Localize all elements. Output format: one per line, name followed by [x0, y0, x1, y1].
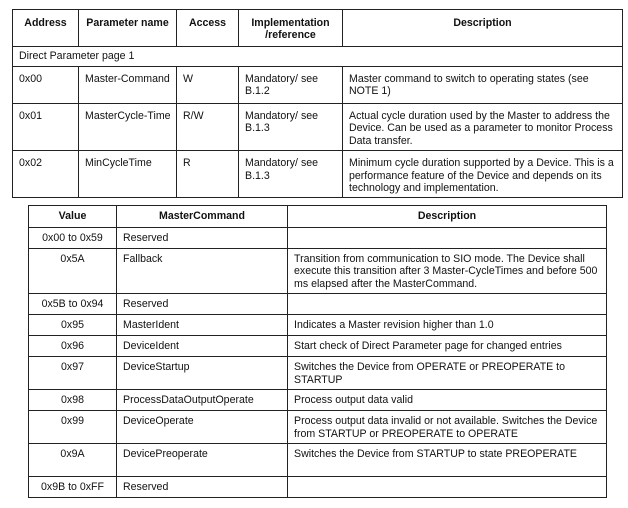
- parameter-name-cell: MasterCycle-Time: [79, 104, 177, 151]
- table-row: [29, 249, 607, 294]
- table-header-row: [29, 206, 607, 228]
- description-cell: [288, 477, 607, 498]
- parameter-name-cell: MinCycleTime: [79, 151, 177, 198]
- description-cell: [288, 228, 607, 249]
- table-row: [29, 336, 607, 357]
- table-row: [29, 444, 607, 477]
- table-row: [29, 411, 607, 444]
- value-cell: 0x96: [29, 336, 117, 357]
- parameter-name-cell: Master-Command: [79, 67, 177, 104]
- section-title: Direct Parameter page 1: [13, 47, 623, 67]
- header-master-command: MasterCommand: [117, 206, 288, 228]
- command-cell: DeviceStartup: [117, 357, 288, 390]
- table-row: [13, 104, 623, 151]
- value-cell: 0x5B to 0x94: [29, 294, 117, 315]
- command-cell: MasterIdent: [117, 315, 288, 336]
- access-cell: W: [177, 67, 239, 104]
- header-address: Address: [13, 10, 79, 47]
- address-cell: 0x01: [13, 104, 79, 151]
- access-cell: R: [177, 151, 239, 198]
- header-parameter-name: Parameter name: [79, 10, 177, 47]
- table-row: [29, 477, 607, 498]
- implementation-cell: Mandatory/ see B.1.2: [239, 67, 343, 104]
- table-header-row: [13, 10, 623, 47]
- implementation-cell: Mandatory/ see B.1.3: [239, 151, 343, 198]
- description-cell: Transition from communication to SIO mode. The Device shall execute this transition after 3 Master-CycleTimes and before 500 ms elapsed after the MasterCommand.: [288, 249, 607, 294]
- description-cell: [288, 294, 607, 315]
- description-cell: Minimum cycle duration supported by a Device. This is a performance feature of the Device and depends on its technology and implementation.: [343, 151, 623, 198]
- description-cell: Master command to switch to operating states (see NOTE 1): [343, 67, 623, 104]
- table-row: [29, 315, 607, 336]
- header-access: Access: [177, 10, 239, 47]
- value-cell: 0x9B to 0xFF: [29, 477, 117, 498]
- command-cell: DeviceIdent: [117, 336, 288, 357]
- value-cell: 0x95: [29, 315, 117, 336]
- table-row: [29, 228, 607, 249]
- header-value: Value: [29, 206, 117, 228]
- description-cell: Switches the Device from OPERATE or PREOPERATE to STARTUP: [288, 357, 607, 390]
- command-cell: Fallback: [117, 249, 288, 294]
- value-cell: 0x97: [29, 357, 117, 390]
- value-cell: 0x5A: [29, 249, 117, 294]
- implementation-cell: Mandatory/ see B.1.3: [239, 104, 343, 151]
- command-cell: DeviceOperate: [117, 411, 288, 444]
- table-row: [29, 294, 607, 315]
- header-description: Description: [343, 10, 623, 47]
- master-command-table: [28, 205, 607, 498]
- description-cell: Process output data invalid or not available. Switches the Device from STARTUP or PREOPERATE to OPERATE: [288, 411, 607, 444]
- description-cell: Start check of Direct Parameter page for changed entries: [288, 336, 607, 357]
- command-cell: Reserved: [117, 228, 288, 249]
- header-description: Description: [288, 206, 607, 228]
- address-cell: 0x02: [13, 151, 79, 198]
- value-cell: 0x98: [29, 390, 117, 411]
- command-cell: ProcessDataOutputOperate: [117, 390, 288, 411]
- table-row: [13, 67, 623, 104]
- description-cell: Switches the Device from STARTUP to state PREOPERATE: [288, 444, 607, 477]
- description-cell: Process output data valid: [288, 390, 607, 411]
- access-cell: R/W: [177, 104, 239, 151]
- command-cell: Reserved: [117, 294, 288, 315]
- table-row: [13, 151, 623, 198]
- value-cell: 0x00 to 0x59: [29, 228, 117, 249]
- description-cell: Actual cycle duration used by the Master to address the Device. Can be used as a parameter to monitor Process Data transfer.: [343, 104, 623, 151]
- header-implementation: Implementation /reference: [239, 10, 343, 47]
- table-row: [29, 357, 607, 390]
- description-cell: Indicates a Master revision higher than 1.0: [288, 315, 607, 336]
- table-row: [29, 390, 607, 411]
- command-cell: DevicePreoperate: [117, 444, 288, 477]
- section-row: [13, 47, 623, 67]
- value-cell: 0x99: [29, 411, 117, 444]
- command-cell: Reserved: [117, 477, 288, 498]
- value-cell: 0x9A: [29, 444, 117, 477]
- address-cell: 0x00: [13, 67, 79, 104]
- direct-parameter-table: [12, 9, 623, 198]
